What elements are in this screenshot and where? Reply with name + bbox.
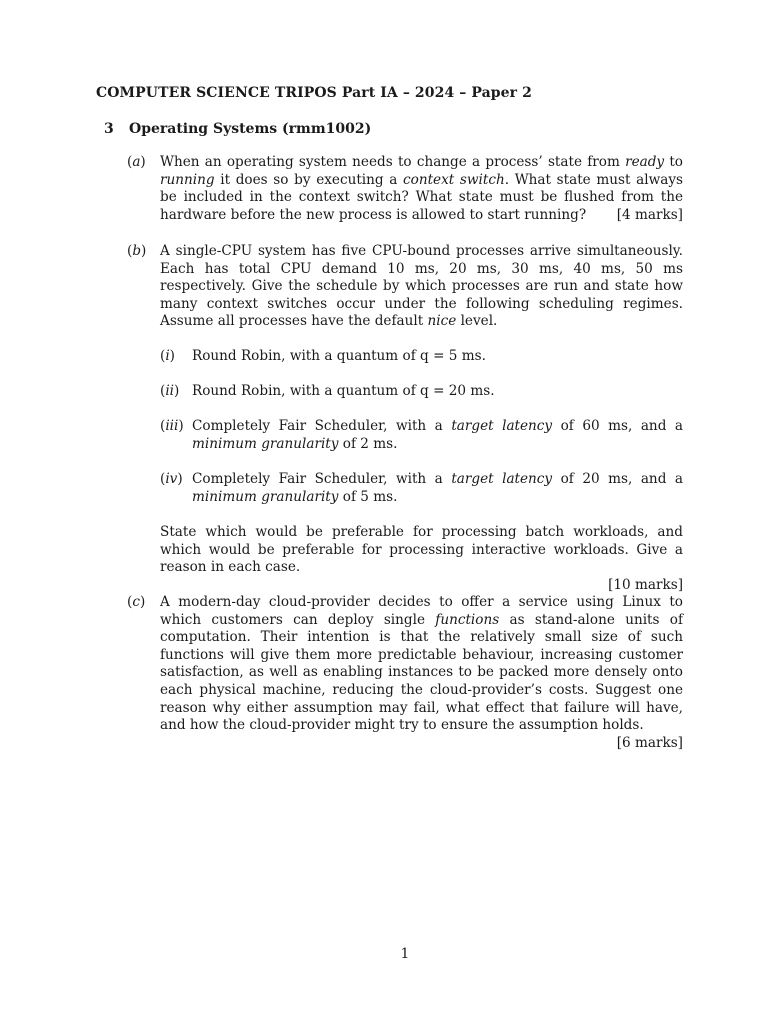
sub-iii-label: (iii)	[160, 418, 184, 434]
sub-iii-text: Completely Fair Scheduler, with a target latency of 60 ms, and a minimum granularity of 2 ms.	[192, 418, 684, 452]
sub-iv-text: Completely Fair Scheduler, with a target latency of 20 ms, and a minimum granularity of 5 ms.	[192, 471, 684, 505]
sub-ii-text: Round Robin, with a quantum of q = 20 ms.	[192, 383, 495, 399]
page-number: 1	[400, 946, 410, 962]
part-a-marks: [4 marks]	[616, 206, 683, 223]
part-b-text: A single-CPU system has five CPU-bound processes arrive simultaneously. Each has total CPU demand 10 ms, 20 ms, 30 ms, 40 ms, 50 ms respectively. Give the schedule by which processes are run and state how many context switches occur under the following scheduling regimes. Assume all processes have the default nice level.	[160, 243, 683, 330]
part-c	[127, 594, 683, 752]
sub-i-text: Round Robin, with a quantum of q = 5 ms.	[192, 348, 486, 364]
part-c-text: A modern-day cloud-provider decides to offer a service using Linux to which customers can deploy single functions as stand-alone units of computation. Their intention is that the relatively small size of such functions will give them more predictable behaviour, increasing customer satisfaction, as well as enabling instances to be packed more densely onto each physical machine, reducing the cloud-provider’s costs. Suggest one reason why either assumption may fail, what effect that failure will have, and how the cloud-provider might try to ensure the assumption holds. [6 marks]	[160, 594, 683, 751]
sub-ii-label: (ii)	[160, 383, 180, 399]
part-b	[127, 243, 683, 331]
part-c-marks: [6 marks]	[616, 734, 683, 751]
part-b-closing	[160, 524, 683, 594]
part-b-sub-ii	[160, 383, 683, 401]
part-c-label: (c)	[127, 594, 146, 610]
part-b-sub-iv	[160, 471, 683, 506]
part-b-marks: [10 marks]	[608, 576, 683, 593]
part-a	[127, 154, 683, 224]
part-a-text: When an operating system needs to change a process’ state from ready to running it does so by executing a context switch. What state must always be included in the context switch? What state must be flushed from the hardware before the new process is allowed to start running? [4 marks]	[160, 154, 683, 223]
part-b-label: (b)	[127, 243, 147, 259]
sub-iv-label: (iv)	[160, 471, 183, 487]
question-number: 3	[104, 121, 114, 137]
part-b-sub-iii	[160, 418, 683, 453]
page-header: COMPUTER SCIENCE TRIPOS Part IA – 2024 – Paper 2	[96, 85, 532, 101]
part-b-closing-text: State which would be preferable for processing batch workloads, and which would be preferable for processing interactive workloads. Give a reason in each case.	[160, 524, 683, 576]
question-heading	[104, 121, 371, 139]
sub-i-label: (i)	[160, 348, 175, 364]
part-a-label: (a)	[127, 154, 146, 170]
question-title: Operating Systems (rmm1002)	[129, 121, 372, 137]
part-b-sub-i	[160, 348, 683, 366]
